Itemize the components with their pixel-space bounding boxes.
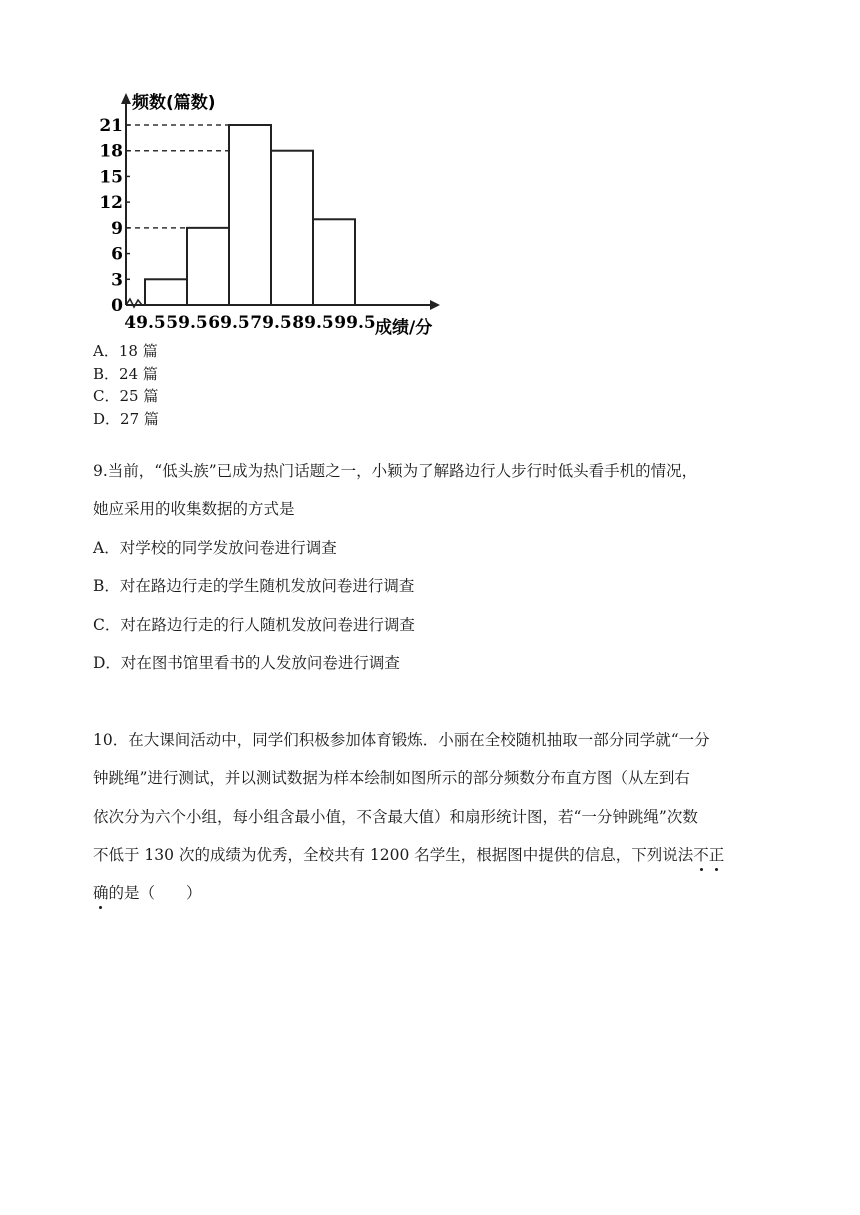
y-tick-label: 3 <box>111 270 123 291</box>
question-8-options <box>93 340 159 430</box>
q9-option-c[interactable]: C．对在路边行走的行人随机发放问卷进行调查 <box>93 616 415 634</box>
q9-option-a[interactable]: A．对学校的同学发放问卷进行调查 <box>93 539 337 557</box>
q10-line-2: 钟跳绳”进行测试，并以测试数据为样本绘制如图所示的部分频数分布直方图（从左到右 <box>93 769 690 787</box>
x-tick-label: 79.5 <box>250 313 292 333</box>
q10-line-3: 依次分为六个小组，每小组含最小值，不含最大值）和扇形统计图，若“一分钟跳绳”次数 <box>93 808 698 826</box>
histogram-bar <box>187 228 229 305</box>
x-tick-label: 89.5 <box>292 313 334 333</box>
emphasis-char-que: 确 <box>93 881 109 903</box>
q9-option-d[interactable]: D．对在图书馆里看书的人发放问卷进行调查 <box>93 654 400 672</box>
q10-line-4-text: 不低于 130 次的成绩为优秀，全校共有 1200 名学生，根据图中提供的信息，下列说法 <box>93 846 694 864</box>
q9-stem-line-1: 9.当前，“低头族”已成为热门话题之一，小颖为了解路边行人步行时低头看手机的情况， <box>93 462 698 480</box>
q9-stem-line-2: 她应采用的收集数据的方式是 <box>93 500 295 518</box>
x-axis-arrow <box>430 300 440 310</box>
q8-option-d[interactable]: D．27 篇 <box>93 409 159 428</box>
q10-line-5-text: 的是（ ） <box>108 884 202 902</box>
y-tick-label: 6 <box>111 244 123 265</box>
chart-x-ticks <box>124 313 375 333</box>
emphasis-char-zheng: 正 <box>709 843 725 865</box>
q10-line-4 <box>93 843 724 865</box>
y-tick-label: 0 <box>111 296 123 316</box>
chart-y-axis-label: 频数(篇数) <box>132 93 216 113</box>
q10-line-1: 10．在大课间活动中，同学们积极参加体育锻炼．小丽在全校随机抽取一部分同学就“一分 <box>93 731 710 749</box>
q10-line-5 <box>93 881 202 903</box>
histogram-bar <box>145 279 187 305</box>
histogram-bar <box>313 219 355 305</box>
x-tick-label: 69.5 <box>208 313 250 333</box>
y-axis-arrow <box>121 93 131 104</box>
q9-option-b[interactable]: B．对在路边行走的学生随机发放问卷进行调查 <box>93 577 415 595</box>
y-tick-label: 18 <box>99 141 123 162</box>
y-tick-label: 21 <box>99 116 123 136</box>
chart-x-axis-label: 成绩/分 <box>375 318 433 338</box>
histogram-bar <box>229 125 271 305</box>
histogram-chart <box>90 85 460 340</box>
q8-option-a[interactable]: A．18 篇 <box>93 342 158 360</box>
histogram-bar <box>271 151 313 305</box>
x-tick-label: 59.5 <box>166 313 208 333</box>
y-tick-label: 15 <box>99 167 123 188</box>
q8-option-b[interactable]: B．24 篇 <box>93 364 158 383</box>
y-tick-label: 12 <box>99 193 123 214</box>
chart-bars <box>145 125 355 305</box>
y-tick-label: 9 <box>111 218 123 239</box>
emphasis-char-bu: 不 <box>693 843 709 865</box>
x-tick-label: 49.5 <box>124 313 166 333</box>
x-tick-label: 99.5 <box>334 313 376 333</box>
q8-option-c[interactable]: C．25 篇 <box>93 387 159 405</box>
